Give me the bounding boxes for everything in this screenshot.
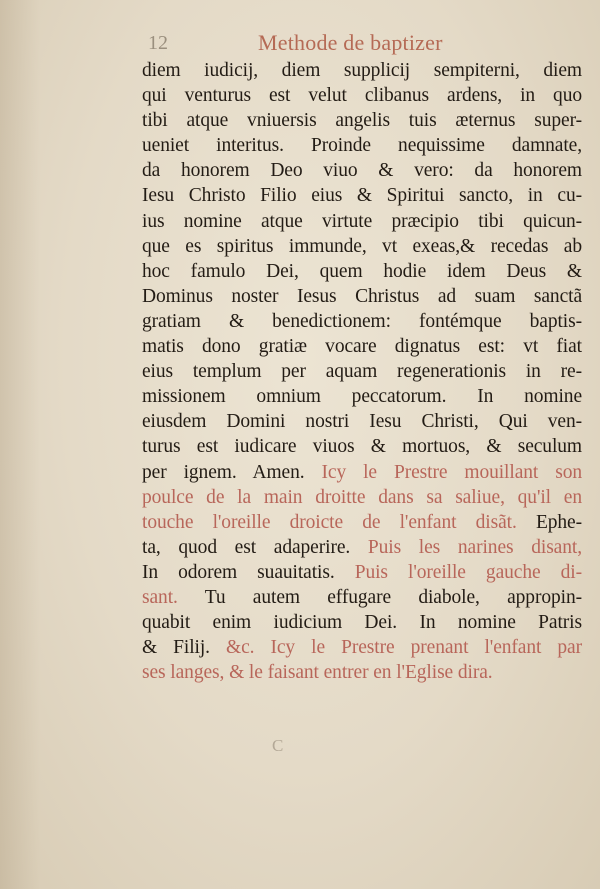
latin-text: gratiam & benedictionem: fontémque baptis-	[142, 310, 582, 332]
text-line	[142, 585, 582, 610]
text-line	[142, 133, 582, 158]
text-line	[142, 259, 582, 284]
latin-text: turus est iudicare viuos & mortuos, & seculum	[142, 436, 582, 458]
latin-text: diem iudicij, diem supplicij sempiterni, diem	[142, 60, 582, 81]
latin-text: ius nomine atque virtute præcipio tibi quicun-	[142, 210, 582, 232]
latin-text: In odorem suauitatis.	[142, 561, 355, 583]
text-line	[142, 510, 582, 535]
text-line	[142, 635, 582, 660]
latin-text: Iesu Christo Filio eius & Spiritui sancto, in cu-	[142, 185, 582, 207]
text-line	[142, 359, 582, 384]
latin-text: tibi atque vniuersis angelis tuis æternus super-	[142, 110, 582, 132]
latin-text: qui venturus est velut clibanus ardens, in quo	[142, 85, 582, 107]
rubric-text: Puis les narines disant,	[367, 536, 582, 558]
text-line	[142, 284, 582, 309]
rubric-text: touche l'oreille droicte de l'enfant disãt.	[142, 511, 536, 533]
signature-mark: C	[272, 736, 284, 755]
text-line	[142, 83, 582, 108]
page-gutter-shadow	[0, 0, 40, 889]
latin-text: da honorem Deo viuo & vero: da honorem	[142, 160, 582, 182]
folio-number: 12	[148, 32, 168, 54]
text-line	[142, 234, 582, 259]
text-line	[142, 535, 582, 560]
latin-text: matis dono gratiæ vocare dignatus est: vt fiat	[142, 336, 582, 358]
rubric-text: &c. Icy le Prestre prenant l'enfant par	[226, 637, 582, 659]
latin-text: Tu autem effugare diabole, appropin-	[204, 586, 582, 608]
text-line	[142, 58, 582, 83]
text-line	[142, 209, 582, 234]
text-line	[142, 334, 582, 359]
latin-text: ueniet interitus. Proinde nequissime damnate,	[142, 135, 582, 157]
latin-text: Ephe-	[535, 511, 582, 533]
latin-text: ta, quod est adaperire.	[142, 536, 368, 558]
text-line	[142, 183, 582, 208]
running-title: Methode de baptizer	[258, 30, 443, 55]
text-block	[142, 58, 582, 685]
text-line	[142, 434, 582, 459]
rubric-text: Puis l'oreille gauche di-	[354, 561, 582, 583]
latin-text: eiusdem Domini nostri Iesu Christi, Qui ven-	[142, 411, 582, 433]
latin-text: eius templum per aquam regenerationis in re-	[142, 361, 582, 383]
latin-text: hoc famulo Dei, quem hodie idem Deus &	[142, 260, 582, 282]
rubric-text: Icy le Prestre mouillant son	[321, 461, 582, 483]
text-line	[142, 384, 582, 409]
rubric-text: poulce de la main droitte dans sa saliue, qu'il en	[142, 486, 582, 508]
text-line	[142, 409, 582, 434]
text-line	[142, 610, 582, 635]
rubric-text: ses langes, & le faisant entrer en l'Eglise dira.	[142, 662, 493, 684]
latin-text: quabit enim iudicium Dei. In nomine Patris	[142, 612, 582, 634]
text-line	[142, 660, 582, 685]
page-header	[0, 30, 600, 60]
latin-text: per ignem. Amen.	[142, 461, 322, 483]
text-line	[142, 560, 582, 585]
latin-text: missionem omnium peccatorum. In nomine	[142, 386, 582, 408]
text-line	[142, 158, 582, 183]
latin-text: Dominus noster Iesus Christus ad suam sanctã	[142, 285, 582, 307]
text-line	[142, 309, 582, 334]
text-line	[142, 460, 582, 485]
latin-text: que es spiritus immunde, vt exeas,& recedas ab	[142, 235, 582, 257]
rubric-text: sant.	[142, 586, 205, 608]
text-line	[142, 485, 582, 510]
latin-text: & Filij.	[142, 637, 227, 659]
text-line	[142, 108, 582, 133]
